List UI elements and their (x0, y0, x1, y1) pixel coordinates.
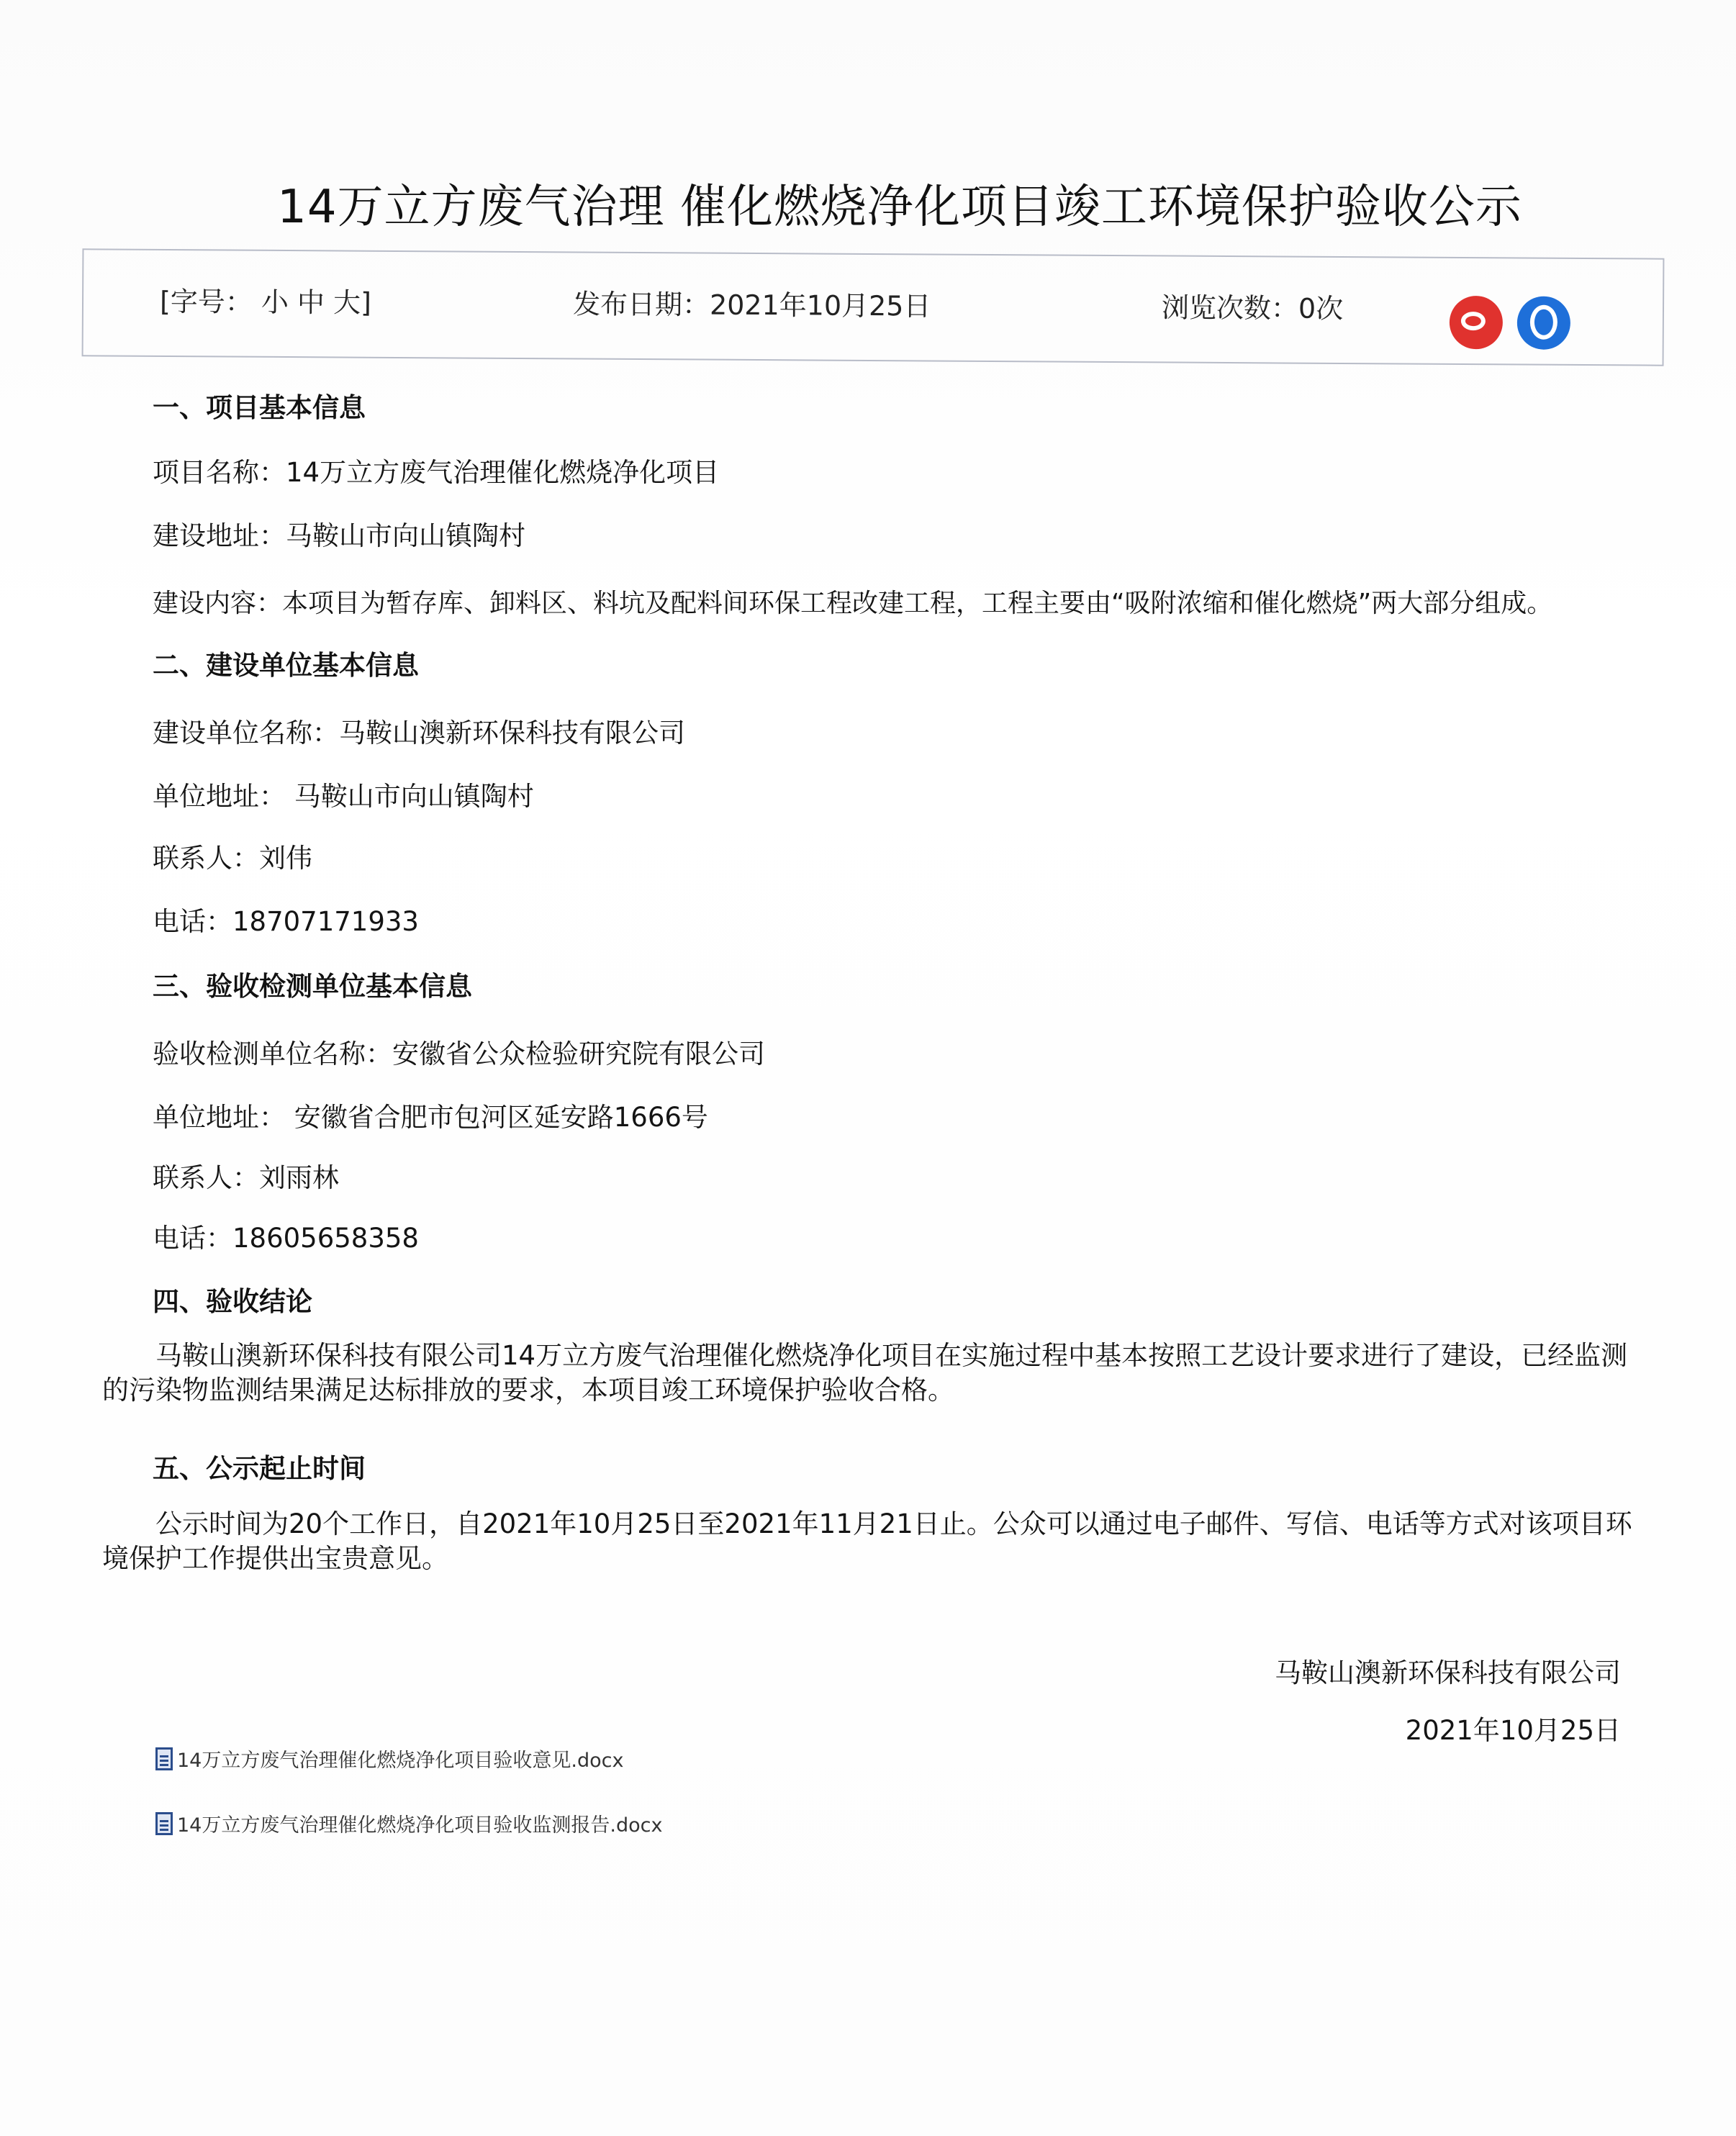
section-heading-publicity-period: 五、公示起止时间 (153, 1453, 366, 1484)
attachment-monitoring-report[interactable] (155, 1809, 662, 1837)
inspection-unit-address: 单位地址： 安徽省合肥市包河区延安路1666号 (153, 1102, 708, 1133)
attachment-filename[interactable]: 14万立方废气治理催化燃烧净化项目验收意见.docx (177, 1750, 624, 1772)
section-heading-project-info: 一、项目基本信息 (153, 392, 366, 423)
builder-address: 单位地址： 马鞍山市向山镇陶村 (153, 781, 534, 812)
attachment-filename[interactable]: 14万立方废气治理催化燃烧净化项目验收监测报告.docx (177, 1814, 663, 1837)
construction-address: 建设地址：马鞍山市向山镇陶村 (153, 520, 525, 551)
section-heading-builder-info: 二、建设单位基本信息 (153, 650, 419, 681)
word-document-icon (155, 1812, 173, 1835)
publicity-paragraph: 公示时间为20个工作日，自2021年10月25日至2021年11月21日止。公众可以通过电子邮件、写信、电话等方式对该项目环境保护工作提供出宝贵意见。 (102, 1508, 1632, 1574)
conclusion-paragraph: 马鞍山澳新环保科技有限公司14万立方废气治理催化燃烧净化项目在实施过程中基本按照工艺设计要求进行了建设，已经监测的污染物监测结果满足达标排放的要求，本项目竣工环境保护验收合格。 (102, 1340, 1628, 1406)
builder-name: 建设单位名称：马鞍山澳新环保科技有限公司 (153, 718, 685, 748)
view-count: 浏览次数：0次 (1161, 291, 1344, 325)
attachment-acceptance-opinion[interactable] (155, 1744, 623, 1773)
section-heading-conclusion: 四、验收结论 (153, 1286, 312, 1317)
signature-date: 2021年10月25日 (1405, 1715, 1621, 1746)
builder-phone: 电话：18707171933 (153, 906, 419, 937)
weibo-icon[interactable] (1450, 296, 1503, 349)
signature-company: 马鞍山澳新环保科技有限公司 (1275, 1657, 1621, 1688)
inspection-contact: 联系人：刘雨林 (153, 1162, 339, 1193)
publish-date: 发布日期：2021年10月25日 (572, 288, 931, 322)
section-heading-inspection-info: 三、验收检测单位基本信息 (153, 971, 472, 1002)
qq-icon[interactable] (1517, 296, 1570, 349)
project-name: 项目名称：14万立方废气治理催化燃烧净化项目 (153, 457, 720, 488)
page-title: 14万立方废气治理 催化燃烧净化项目竣工环境保护验收公示 (277, 181, 1522, 234)
font-size-selector[interactable]: [字号： 小 中 大] (159, 285, 372, 319)
builder-contact: 联系人：刘伟 (153, 843, 312, 874)
construction-content: 建设内容：本项目为暂存库、卸料区、料坑及配料间环保工程改建工程，工程主要由“吸附浓缩和催化燃烧”两大部分组成。 (153, 589, 1553, 618)
word-document-icon (155, 1747, 173, 1770)
article-info-bar (82, 248, 1665, 366)
inspection-unit-name: 验收检测单位名称：安徽省公众检验研究院有限公司 (153, 1038, 765, 1069)
inspection-phone: 电话：18605658358 (153, 1223, 419, 1254)
